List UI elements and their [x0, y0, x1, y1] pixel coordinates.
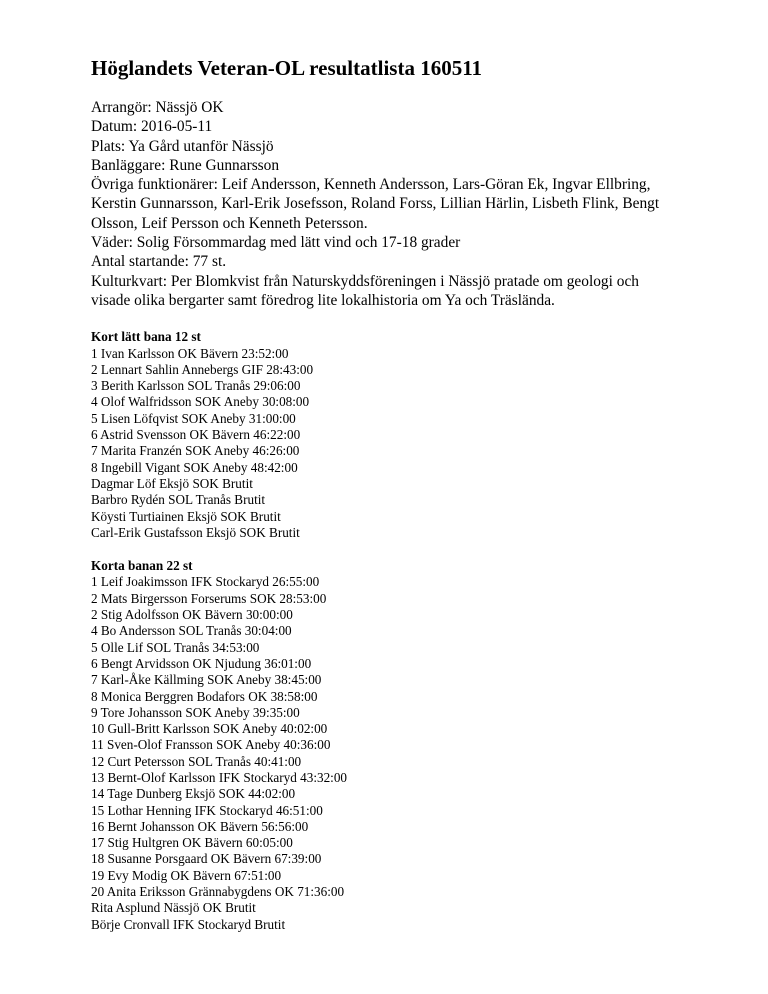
result-row: 12 Curt Petersson SOL Tranås 40:41:00 [91, 753, 302, 769]
result-row: 13 Bernt-Olof Karlsson IFK Stockaryd 43:32:00 [91, 769, 348, 785]
result-row: 20 Anita Eriksson Grännabygdens OK 71:36:00 [91, 884, 345, 900]
result-row: Dagmar Löf Eksjö SOK Brutit [91, 475, 253, 491]
section-title: Kort lätt bana 12 st [91, 329, 201, 345]
result-row: 1 Ivan Karlsson OK Bävern 23:52:00 [91, 345, 289, 361]
info-weather: Väder: Solig Försommardag med lätt vind och 17-18 grader [91, 234, 461, 252]
result-row: Barbro Rydén SOL Tranås Brutit [91, 492, 266, 508]
result-row: 19 Evy Modig OK Bävern 67:51:00 [91, 867, 282, 883]
result-row: 4 Olof Walfridsson SOK Aneby 30:08:00 [91, 394, 310, 410]
result-row: 17 Stig Hultgren OK Bävern 60:05:00 [91, 835, 293, 851]
info-date: Datum: 2016-05-11 [91, 118, 213, 136]
info-course-setter: Banläggare: Rune Gunnarsson [91, 156, 280, 174]
info-starters: Antal startande: 77 st. [91, 253, 227, 271]
result-row: 1 Leif Joakimsson IFK Stockaryd 26:55:00 [91, 574, 320, 590]
result-row: 9 Tore Johansson SOK Aneby 39:35:00 [91, 704, 300, 720]
event-info [91, 98, 680, 310]
result-row: 8 Ingebill Vigant SOK Aneby 48:42:00 [91, 459, 298, 475]
result-row: Börje Cronvall IFK Stockaryd Brutit [91, 916, 286, 932]
result-row: 5 Olle Lif SOL Tranås 34:53:00 [91, 639, 260, 655]
result-row: 15 Lothar Henning IFK Stockaryd 46:51:00 [91, 802, 323, 818]
result-row: 2 Mats Birgersson Forserums SOK 28:53:00 [91, 590, 327, 606]
result-row: Köysti Turtiainen Eksjö SOK Brutit [91, 508, 281, 524]
result-row: 11 Sven-Olof Fransson SOK Aneby 40:36:00 [91, 737, 331, 753]
result-row: 2 Stig Adolfsson OK Bävern 30:00:00 [91, 607, 293, 623]
result-row: 8 Monica Berggren Bodafors OK 38:58:00 [91, 688, 318, 704]
result-row: 4 Bo Andersson SOL Tranås 30:04:00 [91, 623, 292, 639]
result-row: 10 Gull-Britt Karlsson SOK Aneby 40:02:00 [91, 721, 328, 737]
result-row: 3 Berith Karlsson SOL Tranås 29:06:00 [91, 378, 301, 394]
result-row: 2 Lennart Sahlin Annebergs GIF 28:43:00 [91, 361, 314, 377]
result-row: 5 Lisen Löfqvist SOK Aneby 31:00:00 [91, 410, 296, 426]
result-row: 18 Susanne Porsgaard OK Bävern 67:39:00 [91, 851, 322, 867]
result-row: 16 Bernt Johansson OK Bävern 56:56:00 [91, 818, 309, 834]
document-title: Höglandets Veteran-OL resultatlista 160511 [91, 56, 483, 80]
info-culture: Kulturkvart: Per Blomkvist från Naturskyddsföreningen i Nässjö pratade om geologi och visade olika bergarter samt föredrog lite lokalhistoria om Ya och Träslända. [91, 272, 639, 309]
result-row: 6 Astrid Svensson OK Bävern 46:22:00 [91, 427, 301, 443]
result-row: 7 Karl-Åke Källming SOK Aneby 38:45:00 [91, 672, 322, 688]
info-organizer: Arrangör: Nässjö OK [91, 99, 224, 116]
result-row: 7 Marita Franzén SOK Aneby 46:26:00 [91, 443, 300, 459]
info-place: Plats: Ya Gård utanför Nässjö [91, 137, 274, 155]
result-row: Carl-Erik Gustafsson Eksjö SOK Brutit [91, 524, 300, 540]
section-title: Korta banan 22 st [91, 558, 193, 574]
result-row: 6 Bengt Arvidsson OK Njudung 36:01:00 [91, 655, 312, 671]
result-row: 14 Tage Dunberg Eksjö SOK 44:02:00 [91, 786, 296, 802]
result-row: Rita Asplund Nässjö OK Brutit [91, 900, 256, 916]
results-section-short-easy [91, 329, 680, 541]
info-officials: Övriga funktionärer: Leif Andersson, Kenneth Andersson, Lars-Göran Ek, Ingvar Ellbring, Kerstin Gunnarsson, Karl-Erik Josefsson, Roland Forss, Lillian Härlin, Lisbeth Flink, Bengt Olsson, Leif Persson och Kenneth Petersson. [91, 176, 660, 232]
results-section-short [91, 558, 680, 933]
